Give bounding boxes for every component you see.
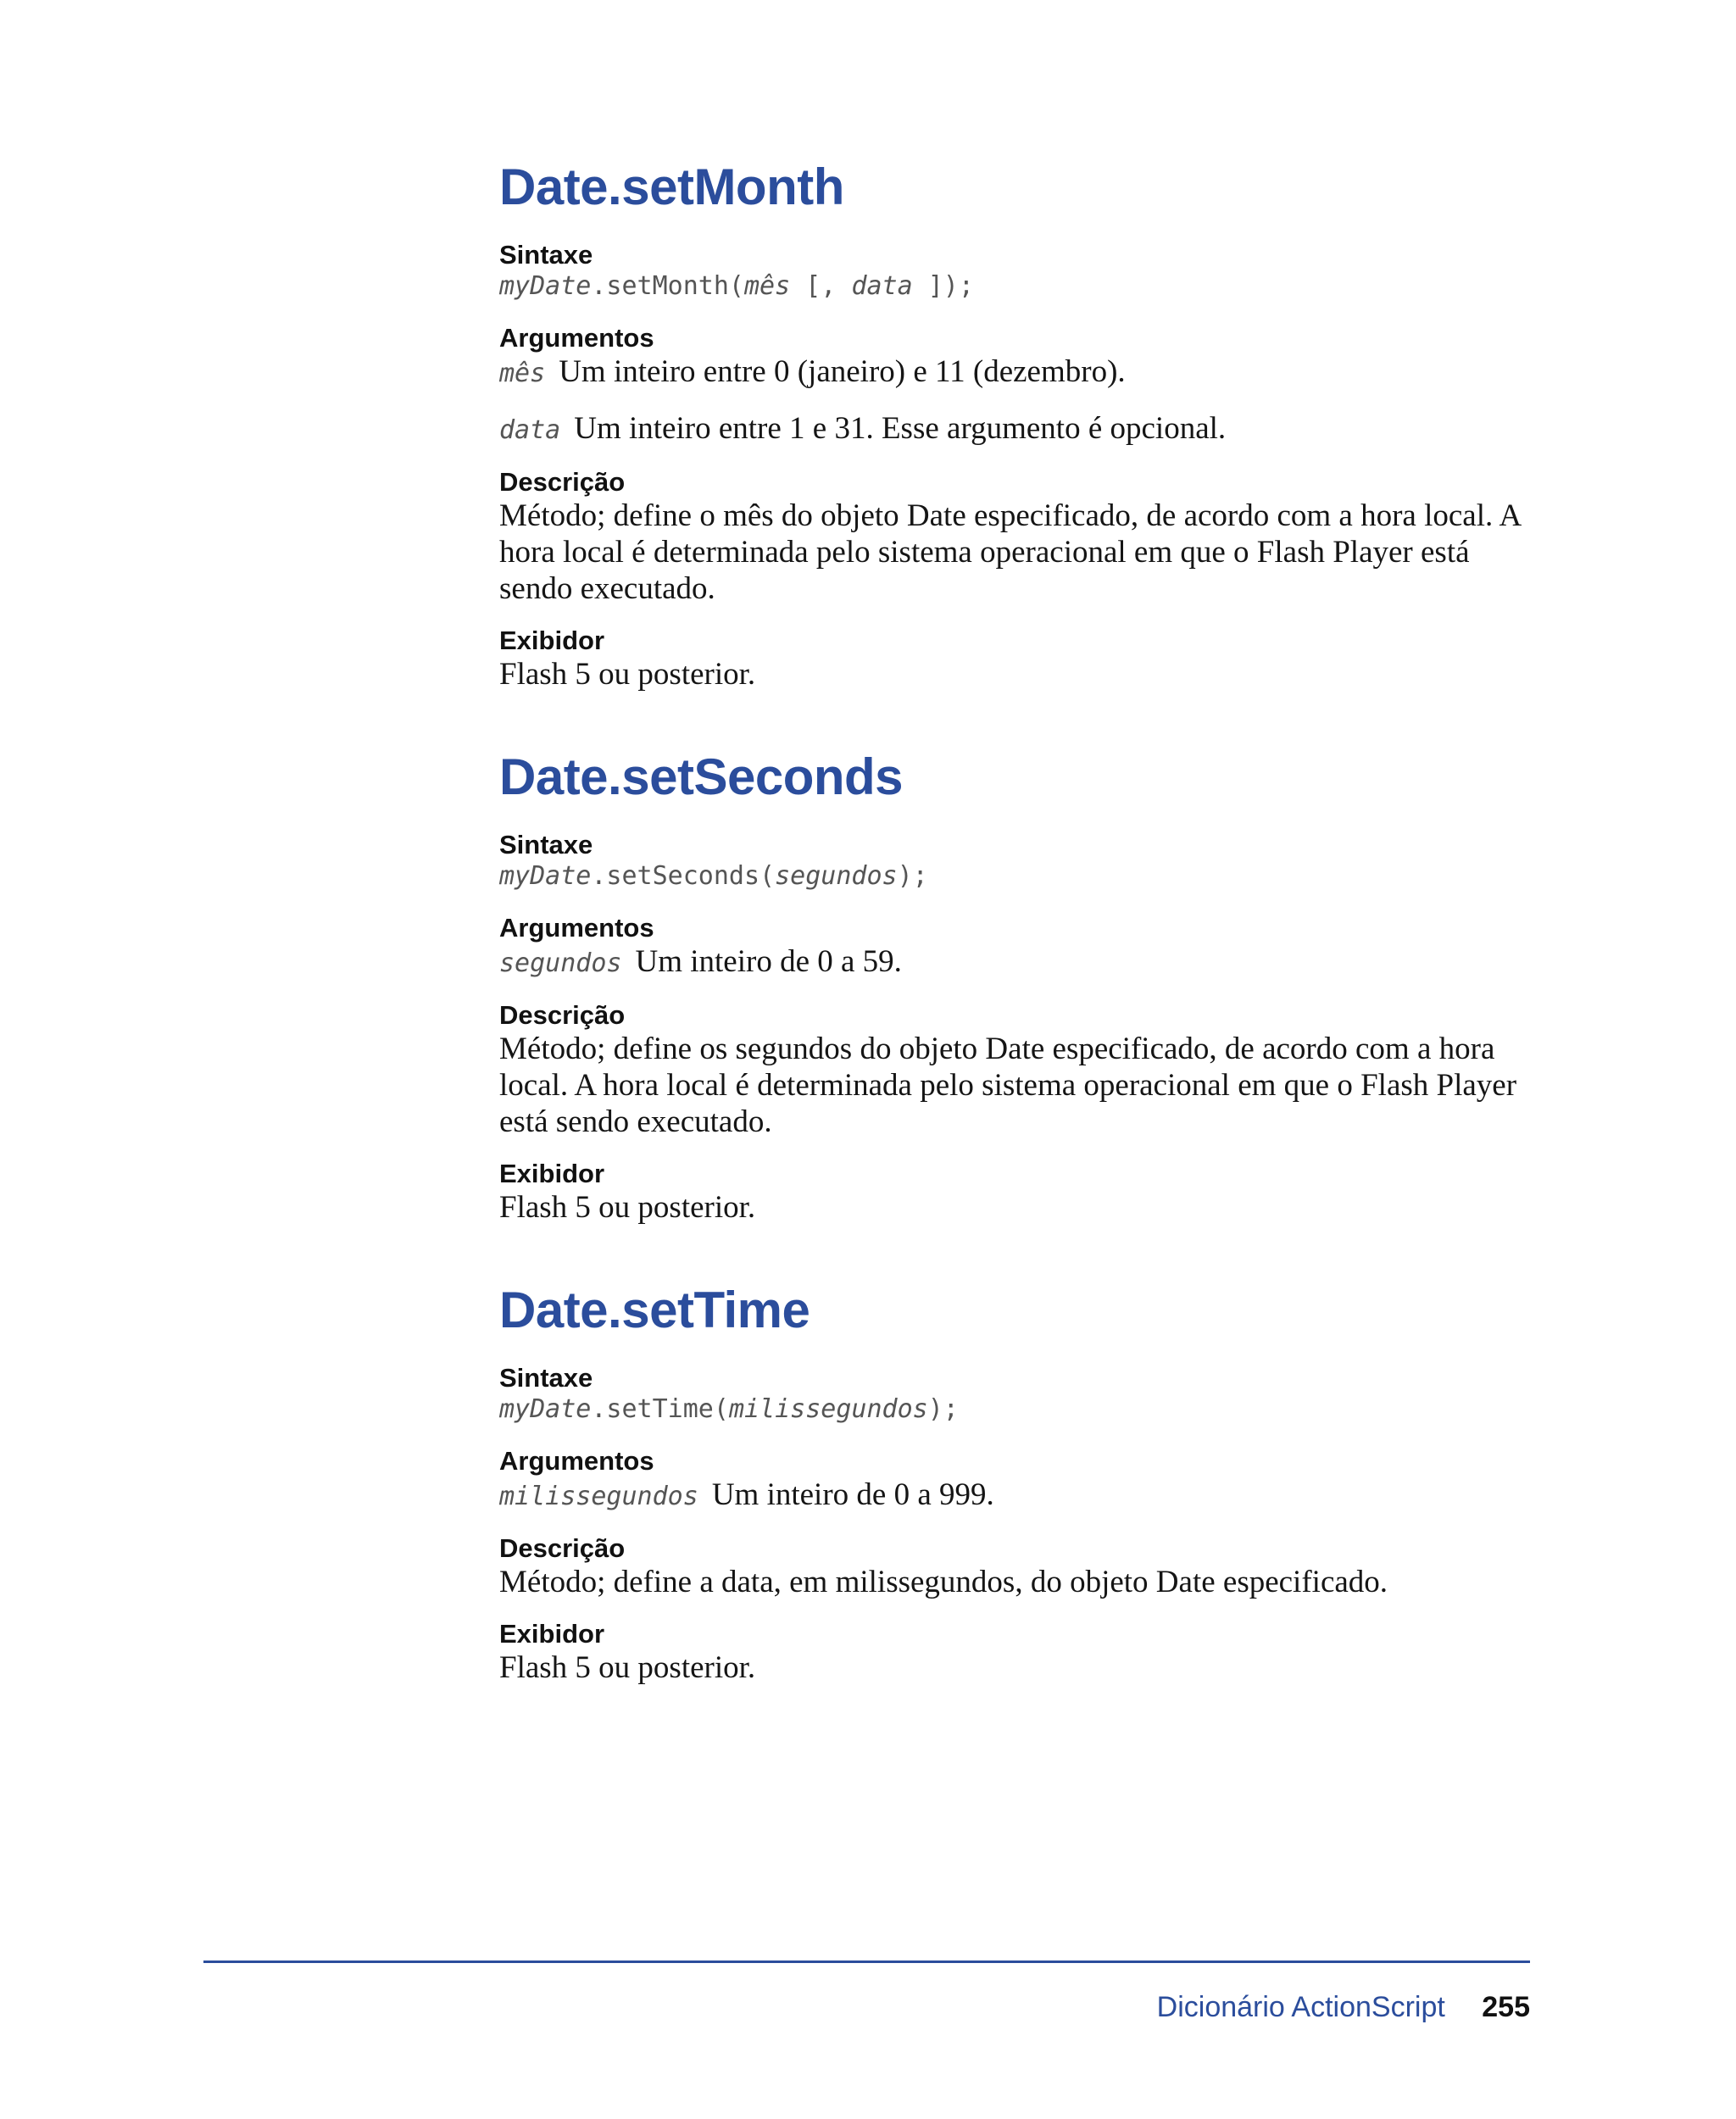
argument-description: Um inteiro de 0 a 59. — [635, 944, 902, 979]
syntax-end: ); — [927, 1394, 959, 1424]
footer-divider — [203, 1960, 1530, 1963]
argument-description: Um inteiro entre 1 e 31. Esse argumento é opcional. — [574, 411, 1227, 446]
entry-title: Date.setTime — [499, 1282, 810, 1338]
entry-set-month — [499, 157, 1533, 692]
argument-row — [499, 1477, 1533, 1515]
arguments-label: Argumentos — [499, 913, 654, 943]
player-label: Exibidor — [499, 1159, 605, 1188]
syntax-arg: segundos — [775, 861, 898, 891]
player-label: Exibidor — [499, 626, 605, 655]
syntax-method: .setMonth( — [591, 271, 744, 301]
description-text: Método; define a data, em milissegundos, do objeto Date especificado. — [499, 1565, 1388, 1599]
argument-row — [499, 943, 1533, 982]
syntax-label: Sintaxe — [499, 240, 593, 270]
arguments-label: Argumentos — [499, 1446, 654, 1476]
entry-set-time — [499, 1280, 1533, 1686]
player-text: Flash 5 ou posterior. — [499, 1650, 756, 1685]
argument-row — [499, 353, 1533, 392]
argument-description: Um inteiro entre 0 (janeiro) e 11 (dezembro). — [559, 354, 1126, 389]
description-label: Descrição — [499, 467, 626, 497]
argument-name: segundos — [499, 948, 622, 978]
page-content — [499, 157, 1533, 1740]
player-label: Exibidor — [499, 1619, 605, 1649]
syntax-separator: [, — [790, 271, 852, 301]
syntax-label: Sintaxe — [499, 830, 593, 859]
entry-title: Date.setMonth — [499, 159, 844, 215]
syntax-object: myDate — [499, 271, 592, 301]
syntax-code — [499, 1393, 1533, 1426]
description-text: Método; define o mês do objeto Date especificado, de acordo com a hora local. A hora local é determinada pelo sistema operacional em que o Flash Player está sendo executado. — [499, 498, 1521, 606]
argument-name: milissegundos — [499, 1482, 698, 1511]
argument-name: mês — [499, 359, 546, 388]
syntax-object: myDate — [499, 1394, 592, 1424]
player-text: Flash 5 ou posterior. — [499, 657, 756, 692]
page-number: 255 — [1482, 1991, 1530, 2023]
description-text: Método; define os segundos do objeto Date especificado, de acordo com a hora local. A hora local é determinada pelo sistema operacional em que o Flash Player está sendo executado. — [499, 1032, 1517, 1139]
syntax-label: Sintaxe — [499, 1363, 593, 1393]
syntax-arg: milissegundos — [728, 1394, 928, 1424]
argument-description: Um inteiro de 0 a 999. — [711, 1477, 994, 1512]
syntax-code — [499, 860, 1533, 893]
arguments-label: Argumentos — [499, 323, 654, 353]
syntax-code — [499, 270, 1533, 303]
description-label: Descrição — [499, 1533, 626, 1563]
syntax-object: myDate — [499, 861, 592, 891]
page-footer — [1157, 1990, 1530, 2024]
syntax-method: .setTime( — [591, 1394, 729, 1424]
entry-title: Date.setSeconds — [499, 748, 904, 805]
argument-row — [499, 410, 1533, 448]
syntax-end: ); — [897, 861, 928, 891]
syntax-arg: data — [851, 271, 913, 301]
argument-name: data — [499, 415, 561, 445]
description-label: Descrição — [499, 1000, 626, 1030]
syntax-method: .setSeconds( — [591, 861, 776, 891]
player-text: Flash 5 ou posterior. — [499, 1190, 756, 1225]
syntax-arg: mês — [744, 271, 791, 301]
syntax-end: ]); — [912, 271, 974, 301]
footer-book-title: Dicionário ActionScript — [1156, 1991, 1445, 2023]
entry-set-seconds — [499, 747, 1533, 1226]
